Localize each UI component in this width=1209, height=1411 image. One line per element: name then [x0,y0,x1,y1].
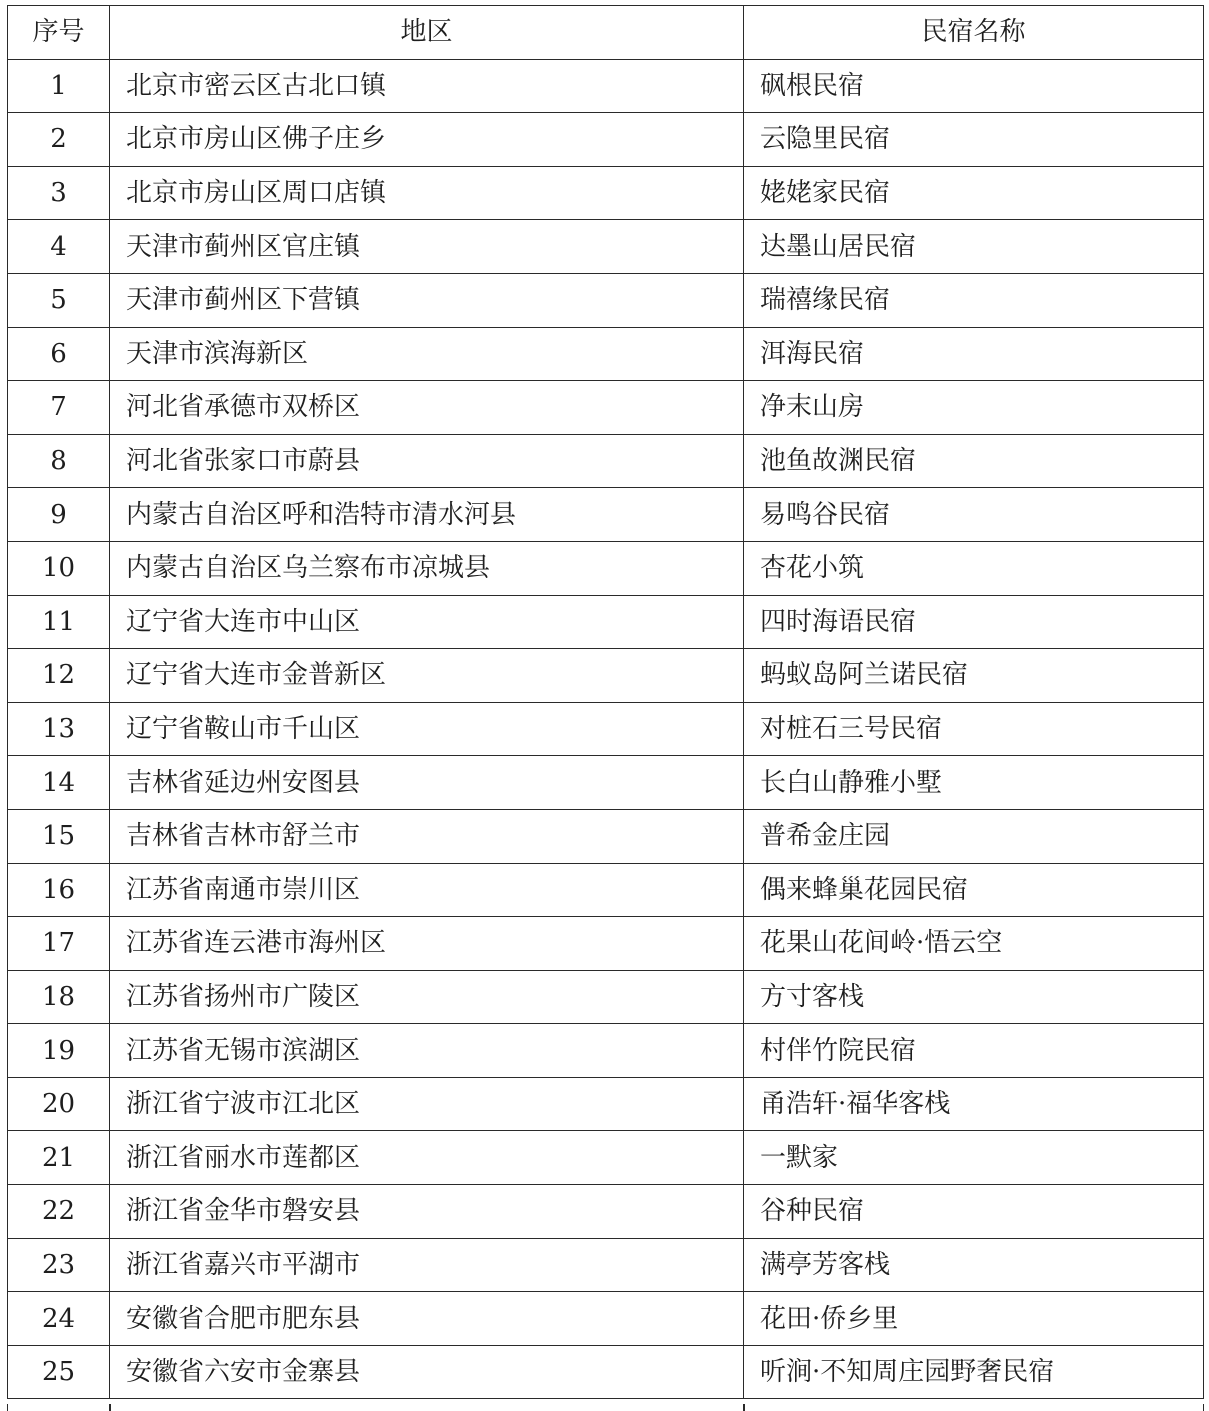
cell-seq: 5 [8,273,110,327]
cell-name: 方寸客栈 [744,970,1204,1024]
cell-seq: 24 [8,1292,110,1346]
table-row [8,1185,1204,1239]
table-row [8,273,1204,327]
table-row [8,434,1204,488]
cell-name: 长白山静雅小墅 [744,756,1204,810]
table-header-row [8,6,1204,60]
cell-region: 天津市蓟州区官庄镇 [110,220,744,274]
cell-name: 净末山房 [744,381,1204,435]
cell-region: 内蒙古自治区呼和浩特市清水河县 [110,488,744,542]
cell-seq: 20 [8,1077,110,1131]
cell-seq: 17 [8,917,110,971]
cell-seq: 18 [8,970,110,1024]
cell-region: 江苏省连云港市海州区 [110,917,744,971]
cell-name: 听涧·不知周庄园野奢民宿 [744,1345,1204,1399]
cell-seq: 16 [8,863,110,917]
table-row [8,327,1204,381]
cell-seq: 6 [8,327,110,381]
cell-name: 谷种民宿 [744,1185,1204,1239]
cell-name: 对桩石三号民宿 [744,702,1204,756]
table-row [8,1292,1204,1346]
cell-region: 辽宁省大连市金普新区 [110,649,744,703]
cell-seq: 7 [8,381,110,435]
header-region: 地区 [110,6,744,60]
cell-name: 姥姥家民宿 [744,166,1204,220]
cell-region: 江苏省无锡市滨湖区 [110,1024,744,1078]
cell-seq: 14 [8,756,110,810]
cell-seq: 13 [8,702,110,756]
cell-region: 吉林省吉林市舒兰市 [110,809,744,863]
header-seq: 序号 [8,6,110,60]
cell-region: 辽宁省鞍山市千山区 [110,702,744,756]
cell-name: 云隐里民宿 [744,113,1204,167]
table-row [8,541,1204,595]
table-row [8,970,1204,1024]
cell-name: 偶来蜂巢花园民宿 [744,863,1204,917]
cell-name: 村伴竹院民宿 [744,1024,1204,1078]
cell-seq: 9 [8,488,110,542]
homestay-table [7,5,1204,1399]
cell-region: 辽宁省大连市中山区 [110,595,744,649]
cell-region: 内蒙古自治区乌兰察布市凉城县 [110,541,744,595]
table-row [8,1345,1204,1399]
cell-seq: 25 [8,1345,110,1399]
cell-seq: 12 [8,649,110,703]
table-row [8,166,1204,220]
column-divider [743,1404,745,1411]
cell-seq: 1 [8,59,110,113]
cell-region: 江苏省南通市崇川区 [110,863,744,917]
table-row [8,488,1204,542]
cell-region: 浙江省宁波市江北区 [110,1077,744,1131]
cell-name: 花果山花间岭·悟云空 [744,917,1204,971]
cell-region: 江苏省扬州市广陵区 [110,970,744,1024]
cell-name: 易鸣谷民宿 [744,488,1204,542]
table-row [8,220,1204,274]
cell-name: 杏花小筑 [744,541,1204,595]
table-row [8,649,1204,703]
table-row [8,59,1204,113]
cell-seq: 10 [8,541,110,595]
cell-region: 浙江省嘉兴市平湖市 [110,1238,744,1292]
table-row [8,1238,1204,1292]
cell-region: 安徽省六安市金寨县 [110,1345,744,1399]
cell-name: 四时海语民宿 [744,595,1204,649]
cell-name: 达墨山居民宿 [744,220,1204,274]
cell-seq: 8 [8,434,110,488]
cell-seq: 2 [8,113,110,167]
table-row [8,863,1204,917]
cell-region: 河北省张家口市蔚县 [110,434,744,488]
cell-name: 满亭芳客栈 [744,1238,1204,1292]
cell-region: 浙江省金华市磐安县 [110,1185,744,1239]
cell-name: 洱海民宿 [744,327,1204,381]
table-continuation [7,1404,1204,1411]
cell-seq: 19 [8,1024,110,1078]
cell-seq: 3 [8,166,110,220]
cell-region: 吉林省延边州安图县 [110,756,744,810]
table-row [8,702,1204,756]
cell-region: 北京市密云区古北口镇 [110,59,744,113]
table-row [8,595,1204,649]
cell-region: 北京市房山区佛子庄乡 [110,113,744,167]
cell-region: 浙江省丽水市莲都区 [110,1131,744,1185]
table-row [8,113,1204,167]
cell-name: 瑞禧缘民宿 [744,273,1204,327]
table-row [8,1077,1204,1131]
cell-seq: 21 [8,1131,110,1185]
cell-seq: 4 [8,220,110,274]
cell-name: 普希金庄园 [744,809,1204,863]
cell-region: 天津市蓟州区下营镇 [110,273,744,327]
table-row [8,756,1204,810]
header-name: 民宿名称 [744,6,1204,60]
cell-name: 蚂蚁岛阿兰诺民宿 [744,649,1204,703]
cell-region: 北京市房山区周口店镇 [110,166,744,220]
cell-name: 砜根民宿 [744,59,1204,113]
cell-name: 花田·侨乡里 [744,1292,1204,1346]
cell-seq: 22 [8,1185,110,1239]
table-row [8,917,1204,971]
cell-name: 甬浩轩·福华客栈 [744,1077,1204,1131]
table-row [8,1131,1204,1185]
table-row [8,1024,1204,1078]
table-row [8,381,1204,435]
cell-name: 一默家 [744,1131,1204,1185]
cell-seq: 15 [8,809,110,863]
cell-seq: 23 [8,1238,110,1292]
cell-name: 池鱼故渊民宿 [744,434,1204,488]
cell-region: 河北省承德市双桥区 [110,381,744,435]
column-divider [109,1404,111,1411]
table-row [8,809,1204,863]
cell-region: 安徽省合肥市肥东县 [110,1292,744,1346]
cell-seq: 11 [8,595,110,649]
cell-region: 天津市滨海新区 [110,327,744,381]
